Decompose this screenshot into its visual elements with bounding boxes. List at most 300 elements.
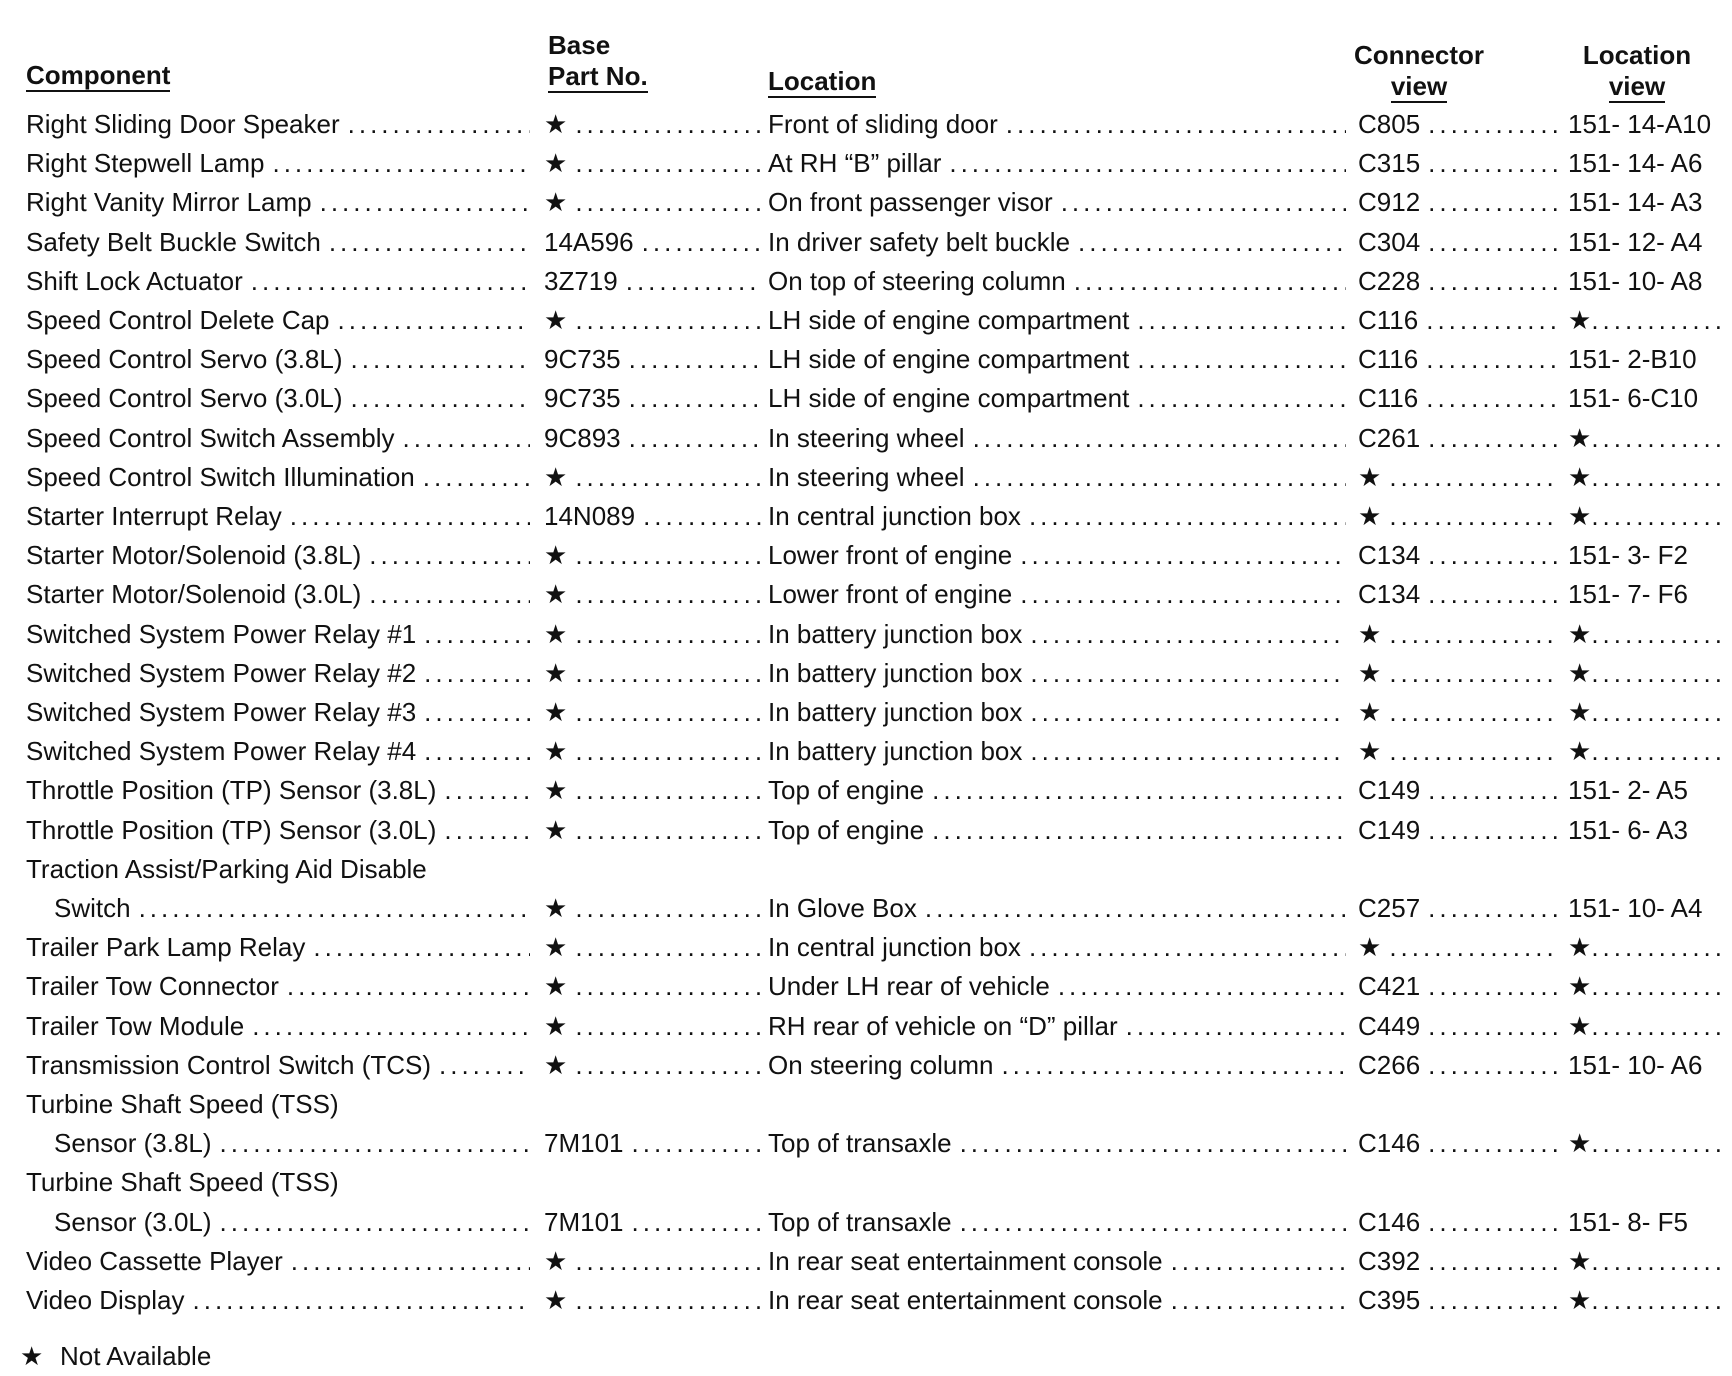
component-name: Video Cassette Player [26, 1245, 283, 1276]
component-name: Switched System Power Relay #3 [26, 697, 417, 727]
dot-leader [1591, 496, 1728, 536]
dot-leader [575, 1241, 762, 1281]
header-location [768, 66, 876, 98]
location-view: 151- 14- A6 [1568, 148, 1703, 179]
component-name-cell [26, 378, 530, 418]
base-part-number: ★ [544, 971, 568, 1002]
connector-view: C421 [1358, 971, 1421, 1002]
location-view: ★ [1568, 501, 1592, 531]
base-part-number-cell [544, 653, 762, 693]
dot-leader [1020, 535, 1346, 575]
table-row [0, 731, 1732, 771]
dot-leader [1171, 1280, 1346, 1320]
base-part-number-cell [544, 182, 762, 222]
connector-view: C257 [1358, 893, 1421, 923]
dot-leader [575, 692, 762, 732]
dot-leader [444, 770, 530, 810]
connector-view: ★ [1358, 461, 1382, 492]
dot-leader [626, 261, 762, 301]
location-view: 151- 10- A4 [1568, 893, 1703, 923]
base-part-number: ★ [544, 932, 568, 963]
connector-view-cell [1358, 182, 1558, 222]
dot-leader [351, 378, 530, 418]
component-name-cell [26, 182, 530, 222]
location-view-cell [1568, 496, 1728, 536]
location-view: ★ [1568, 971, 1592, 1002]
dot-leader [193, 1280, 530, 1320]
table-row [0, 104, 1732, 144]
location-text: In steering wheel [768, 422, 965, 453]
dot-leader [1137, 300, 1346, 340]
dot-leader [1001, 1045, 1346, 1085]
component-name: Starter Motor/Solenoid (3.8L) [26, 540, 362, 571]
dot-leader [1074, 261, 1346, 301]
component-name-cell [26, 1280, 530, 1320]
base-part-number-cell [544, 535, 762, 575]
location-view: 151- 3- F2 [1568, 540, 1688, 571]
connector-view: C116 [1358, 344, 1419, 375]
component-name: Right Vanity Mirror Lamp [26, 187, 312, 218]
component-name: Switch [54, 893, 131, 923]
dot-leader [1428, 104, 1558, 144]
component-name: Video Display [26, 1285, 185, 1315]
location-view-cell [1568, 927, 1728, 967]
component-name: Speed Control Switch Illumination [26, 461, 415, 492]
base-part-number: 3Z719 [544, 265, 618, 296]
location-view: ★ [1568, 618, 1592, 649]
dot-leader [632, 1123, 763, 1163]
location-text: Top of engine [768, 775, 925, 806]
connector-view: ★ [1358, 618, 1382, 649]
connector-view-cell [1358, 927, 1558, 967]
dot-leader [1426, 339, 1558, 379]
location-text: LH side of engine compartment [768, 344, 1130, 375]
dot-leader [973, 457, 1346, 497]
dot-leader [1006, 104, 1346, 144]
component-name-cell [26, 692, 530, 732]
dot-leader [973, 418, 1346, 458]
connector-view: C266 [1358, 1049, 1421, 1080]
location-text-cell [768, 1123, 1346, 1163]
dot-leader [287, 966, 530, 1006]
dot-leader [932, 770, 1346, 810]
dot-leader [1029, 927, 1346, 967]
component-name: Trailer Park Lamp Relay [26, 932, 306, 963]
location-text-cell [768, 1241, 1346, 1281]
dot-leader [575, 966, 762, 1006]
location-text-cell [768, 888, 1346, 928]
location-text-cell [768, 574, 1346, 614]
base-part-number: ★ [544, 1049, 568, 1080]
dot-leader [575, 300, 762, 340]
component-name-cell [26, 770, 530, 810]
dot-leader [960, 1202, 1346, 1242]
dot-leader [925, 888, 1346, 928]
location-text: LH side of engine compartment [768, 305, 1130, 335]
dot-leader [960, 1123, 1346, 1163]
component-name: Sensor (3.0L) [54, 1206, 212, 1237]
connector-view-cell [1358, 457, 1558, 497]
location-text-cell [768, 1045, 1346, 1085]
connector-view: C315 [1358, 148, 1421, 179]
dot-leader [1591, 731, 1728, 771]
dot-leader [1389, 927, 1558, 967]
connector-view-cell [1358, 888, 1558, 928]
dot-leader [1591, 614, 1728, 654]
dot-leader [351, 339, 530, 379]
base-part-number: ★ [544, 579, 568, 610]
base-part-number-cell [544, 1241, 762, 1281]
dot-leader [1591, 418, 1728, 458]
base-part-number: ★ [544, 1285, 568, 1315]
component-name-cell [26, 966, 530, 1006]
dot-leader [575, 927, 762, 967]
header-base-part-line1: Base [548, 30, 611, 60]
dot-leader [629, 339, 762, 379]
location-view: 151- 8- F5 [1568, 1206, 1688, 1237]
header-connector-view [1344, 40, 1494, 103]
location-text: Under LH rear of vehicle [768, 971, 1050, 1002]
base-part-number-cell [544, 888, 762, 928]
location-view: 151- 10- A8 [1568, 265, 1703, 296]
connector-view: ★ [1358, 932, 1382, 963]
location-view: ★ [1568, 932, 1592, 963]
dot-leader [1591, 653, 1728, 693]
base-part-number-cell [544, 770, 762, 810]
base-part-number: 14N089 [544, 501, 636, 531]
location-view: ★ [1568, 657, 1592, 688]
dot-leader [439, 1045, 530, 1085]
legend-text: Not Available [60, 1341, 212, 1371]
component-name-cell [26, 614, 530, 654]
connector-view: C116 [1358, 383, 1419, 414]
dot-leader [1078, 222, 1346, 262]
location-text: On steering column [768, 1049, 994, 1080]
location-text: Top of engine [768, 814, 925, 845]
dot-leader [1137, 339, 1346, 379]
table-row [0, 770, 1732, 810]
component-name-line1: Turbine Shaft Speed (TSS) [26, 1089, 339, 1119]
connector-view: C304 [1358, 226, 1421, 257]
dot-leader [1428, 966, 1558, 1006]
base-part-number: ★ [544, 461, 568, 492]
dot-leader [575, 888, 762, 928]
dot-leader [1030, 614, 1346, 654]
location-text: In Glove Box [768, 893, 917, 923]
dot-leader [1389, 653, 1558, 693]
dot-leader [1591, 927, 1728, 967]
dot-leader [1389, 496, 1558, 536]
base-part-number: ★ [544, 1010, 568, 1041]
base-part-number: 9C893 [544, 422, 621, 453]
table-row [0, 1045, 1732, 1085]
component-name-line1: Turbine Shaft Speed (TSS) [26, 1167, 339, 1198]
connector-view-cell [1358, 1280, 1558, 1320]
component-name: Sensor (3.8L) [54, 1128, 212, 1159]
table-row [0, 1006, 1732, 1046]
location-text: Lower front of engine [768, 540, 1013, 571]
base-part-number-cell [544, 966, 762, 1006]
connector-view-cell [1358, 653, 1558, 693]
location-text-cell [768, 1280, 1346, 1320]
location-view-cell [1568, 418, 1728, 458]
location-text-cell [768, 143, 1346, 183]
base-part-number-cell [544, 1280, 762, 1320]
connector-view: C261 [1358, 422, 1421, 453]
connector-view: C805 [1358, 109, 1421, 139]
dot-leader [575, 810, 762, 850]
dot-leader [1591, 692, 1728, 732]
base-part-number: 9C735 [544, 383, 621, 414]
location-view: 151- 14- A3 [1568, 187, 1703, 218]
connector-view-cell [1358, 496, 1558, 536]
base-part-number-cell [544, 1123, 762, 1163]
dot-leader [629, 418, 762, 458]
component-name: Switched System Power Relay #2 [26, 657, 417, 688]
location-view: ★ [1568, 697, 1592, 727]
dot-leader [1591, 1006, 1728, 1046]
dot-leader [642, 222, 762, 262]
dot-leader [1428, 1006, 1558, 1046]
dot-leader [251, 261, 530, 301]
dot-leader [949, 143, 1346, 183]
header-base-part-line2: Part No. [548, 61, 648, 91]
component-name: Starter Motor/Solenoid (3.0L) [26, 579, 362, 610]
location-text-cell [768, 300, 1346, 340]
dot-leader [1389, 457, 1558, 497]
base-part-number-cell [544, 339, 762, 379]
connector-view: C149 [1358, 775, 1421, 806]
location-view: ★ [1568, 1010, 1592, 1041]
location-view-cell [1568, 1241, 1728, 1281]
table-row [0, 653, 1732, 693]
table-row [0, 574, 1732, 614]
dot-leader [575, 1006, 762, 1046]
header-connector-line2: view [1390, 71, 1448, 101]
component-name-cell [26, 1006, 530, 1046]
dot-leader [575, 1045, 762, 1085]
location-view-cell [1568, 966, 1728, 1006]
location-view-cell [1568, 1006, 1728, 1046]
location-text: In rear seat entertainment console [768, 1285, 1163, 1315]
connector-view: C149 [1358, 814, 1421, 845]
location-view: ★ [1568, 461, 1592, 492]
location-text-cell [768, 339, 1346, 379]
dot-leader [1030, 692, 1346, 732]
location-view: 151- 6- A3 [1568, 814, 1688, 845]
location-text-cell [768, 182, 1346, 222]
location-text-cell [768, 104, 1346, 144]
header-component-label: Component [26, 60, 171, 90]
location-view-cell [1568, 222, 1728, 262]
dot-leader [139, 888, 530, 928]
dot-leader [320, 182, 530, 222]
location-view: ★ [1568, 736, 1592, 767]
connector-view: ★ [1358, 501, 1382, 531]
base-part-number-cell [544, 418, 762, 458]
dot-leader [369, 574, 530, 614]
location-view: 151- 14-A10 [1568, 109, 1712, 139]
location-view-cell [1568, 535, 1728, 575]
location-text: Lower front of engine [768, 579, 1013, 610]
location-text: At RH “B” pillar [768, 148, 942, 179]
location-text-cell [768, 1202, 1346, 1242]
legend-star-icon: ★ [20, 1341, 44, 1371]
base-part-number-cell [544, 261, 762, 301]
dot-leader [1428, 810, 1558, 850]
base-part-number-cell [544, 1202, 762, 1242]
connector-view-cell [1358, 222, 1558, 262]
dot-leader [575, 770, 762, 810]
table-row [0, 222, 1732, 262]
base-part-number: ★ [544, 814, 568, 845]
dot-leader [1426, 300, 1558, 340]
location-view-cell [1568, 1202, 1728, 1242]
base-part-number: ★ [544, 736, 568, 767]
location-view: 151- 6-C10 [1568, 383, 1699, 414]
location-view-cell [1568, 104, 1728, 144]
dot-leader [1126, 1006, 1346, 1046]
dot-leader [220, 1123, 530, 1163]
component-name-cell [26, 457, 530, 497]
location-view-cell [1568, 261, 1728, 301]
dot-leader [1029, 496, 1346, 536]
dot-leader [369, 535, 530, 575]
dot-leader [348, 104, 530, 144]
table-row [0, 614, 1732, 654]
location-view: 151- 2- A5 [1568, 775, 1688, 806]
base-part-number: ★ [544, 618, 568, 649]
dot-leader [575, 614, 762, 654]
connector-view: C146 [1358, 1128, 1421, 1159]
component-name-cell [26, 653, 530, 693]
location-view-cell [1568, 182, 1728, 222]
location-view: ★ [1568, 422, 1592, 453]
location-text-cell [768, 927, 1346, 967]
location-text-cell [768, 810, 1346, 850]
connector-view-cell [1358, 614, 1558, 654]
dot-leader [1058, 966, 1346, 1006]
location-view-cell [1568, 614, 1728, 654]
dot-leader [1428, 1202, 1558, 1242]
component-name: Safety Belt Buckle Switch [26, 226, 321, 257]
location-view-cell [1568, 770, 1728, 810]
component-name-cell [26, 222, 530, 262]
dot-leader [1061, 182, 1346, 222]
base-part-number-cell [544, 1045, 762, 1085]
dot-leader [403, 418, 530, 458]
table-row [0, 1123, 1732, 1163]
location-view-cell [1568, 810, 1728, 850]
dot-leader [1020, 574, 1346, 614]
location-text-cell [768, 222, 1346, 262]
dot-leader [575, 182, 762, 222]
connector-view-cell [1358, 104, 1558, 144]
base-part-number-cell [544, 810, 762, 850]
dot-leader [575, 1280, 762, 1320]
dot-leader [1428, 418, 1558, 458]
table-row [0, 810, 1732, 850]
base-part-number-cell [544, 496, 762, 536]
location-view-cell [1568, 339, 1728, 379]
dot-leader [1428, 1123, 1558, 1163]
location-view: ★ [1568, 1128, 1592, 1159]
component-name: Right Stepwell Lamp [26, 148, 265, 179]
dot-leader [1428, 770, 1558, 810]
dot-leader [1591, 1123, 1728, 1163]
connector-view: C146 [1358, 1206, 1421, 1237]
dot-leader [1428, 222, 1558, 262]
connector-view-cell [1358, 143, 1558, 183]
component-name-line1: Traction Assist/Parking Aid Disable [26, 853, 427, 884]
dot-leader [329, 222, 530, 262]
base-part-number: ★ [544, 657, 568, 688]
base-part-number: ★ [544, 893, 568, 923]
location-text: LH side of engine compartment [768, 383, 1130, 414]
location-text: In battery junction box [768, 618, 1023, 649]
dot-leader [575, 104, 762, 144]
location-view: ★ [1568, 1245, 1592, 1276]
location-view-cell [1568, 1280, 1728, 1320]
component-name-cell [26, 339, 530, 379]
table-row [0, 927, 1732, 967]
table-row [0, 182, 1732, 222]
dot-leader [291, 1241, 530, 1281]
dot-leader [252, 1006, 530, 1046]
location-text: In driver safety belt buckle [768, 226, 1071, 257]
location-view: 151- 2-B10 [1568, 344, 1697, 375]
connector-view: C449 [1358, 1010, 1421, 1041]
base-part-number-cell [544, 614, 762, 654]
dot-leader [313, 927, 530, 967]
connector-view-cell [1358, 810, 1558, 850]
location-view: ★ [1568, 305, 1592, 335]
dot-leader [1389, 692, 1558, 732]
table-row [0, 143, 1732, 183]
location-text-cell [768, 457, 1346, 497]
location-text: In central junction box [768, 932, 1021, 963]
dot-leader [424, 731, 530, 771]
dot-leader [1428, 261, 1558, 301]
dot-leader [338, 300, 530, 340]
component-name-cell [26, 418, 530, 458]
base-part-number-cell [544, 731, 762, 771]
location-view: ★ [1568, 1285, 1592, 1315]
location-text: In central junction box [768, 501, 1021, 531]
connector-view-cell [1358, 731, 1558, 771]
dot-leader [575, 143, 762, 183]
dot-leader [1591, 457, 1728, 497]
dot-leader [1171, 1241, 1346, 1281]
dot-leader [575, 731, 762, 771]
dot-leader [1428, 1241, 1558, 1281]
component-name: Speed Control Servo (3.8L) [26, 344, 343, 375]
component-name: Switched System Power Relay #1 [26, 618, 417, 649]
dot-leader [1030, 731, 1346, 771]
location-text-cell [768, 770, 1346, 810]
connector-view-cell [1358, 692, 1558, 732]
component-name: Transmission Control Switch (TCS) [26, 1049, 432, 1080]
connector-view: ★ [1358, 697, 1382, 727]
connector-view: C134 [1358, 540, 1421, 571]
dot-leader [424, 614, 530, 654]
component-name-cell [26, 143, 530, 183]
base-part-number-cell [544, 222, 762, 262]
location-text-cell [768, 653, 1346, 693]
base-part-number: ★ [544, 305, 568, 335]
location-view: 151- 7- F6 [1568, 579, 1688, 610]
base-part-number: 7M101 [544, 1206, 624, 1237]
